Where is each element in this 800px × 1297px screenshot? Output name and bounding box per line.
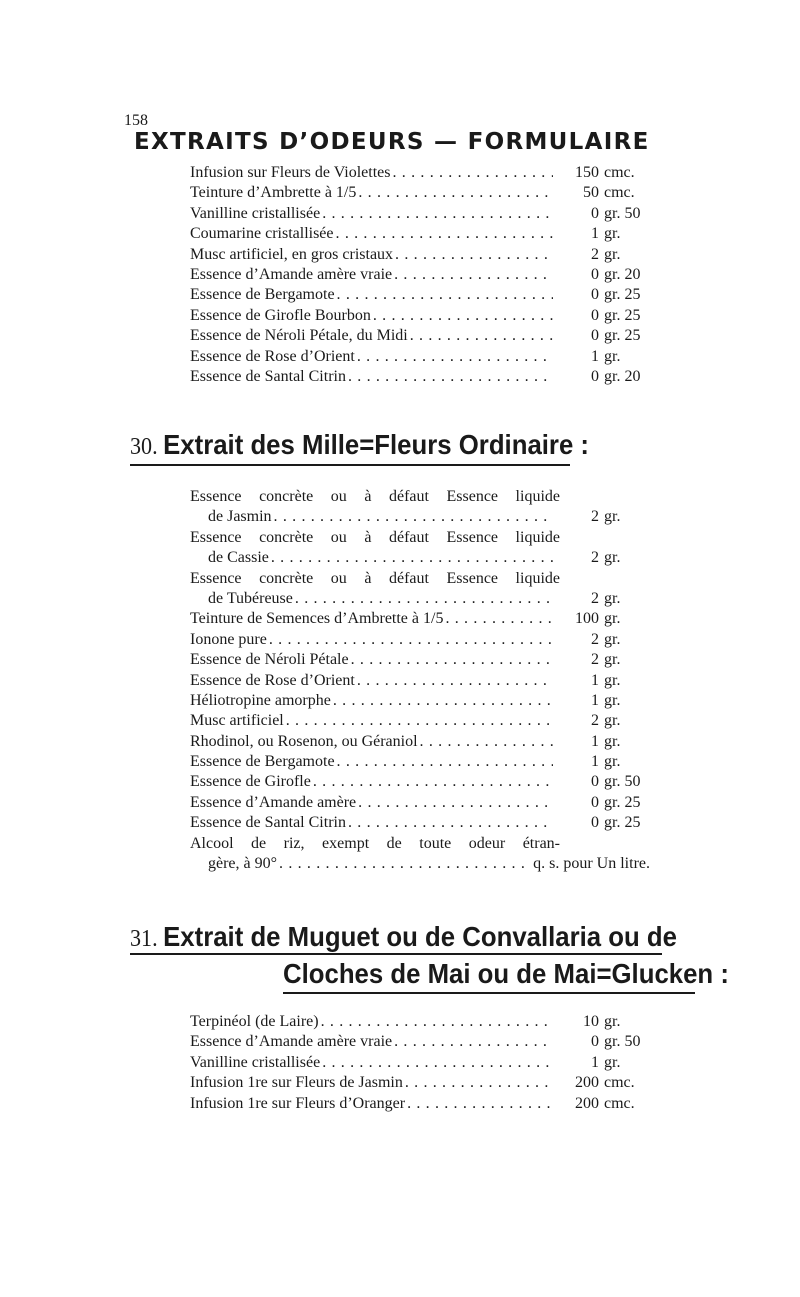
ingredient-name: Vanilline cristallisée (190, 1053, 321, 1071)
ingredient-row (190, 204, 650, 224)
leader-dots (335, 752, 553, 772)
ingredient-quantity: 2 gr. (591, 245, 621, 263)
leader-dots (346, 813, 553, 833)
leader-dots (356, 183, 553, 203)
ingredient-name: Essence de Bergamote (190, 753, 335, 771)
ingredient-name: Essence de Santal Citrin (190, 814, 346, 832)
leader-dots (320, 204, 553, 224)
ingredient-row (190, 609, 650, 629)
alcohol-row (190, 854, 650, 874)
leader-dots (269, 548, 553, 568)
ingredient-row (190, 163, 650, 183)
ingredient-first-line: Essence concrète ou à défaut Essence liquide (190, 488, 560, 505)
leader-dots (371, 306, 553, 326)
leader-dots (311, 772, 553, 792)
leader-dots (320, 1053, 553, 1073)
ingredient-row (190, 671, 650, 691)
ingredient-quantity: 10 gr. (583, 1013, 621, 1030)
ingredient-name: Essence de Rose d’Orient (190, 671, 355, 689)
leader-dots (355, 671, 553, 691)
ingredient-row (190, 183, 650, 203)
ingredient-quantity: 2 gr. (591, 508, 621, 526)
ingredient-quantity: 50 cmc. (583, 184, 635, 202)
ingredient-name: Essence de Néroli Pétale (190, 651, 349, 669)
ingredient-first-line: Essence concrète ou à défaut Essence liquide (190, 569, 560, 587)
leader-dots (405, 1094, 553, 1114)
ingredient-row (190, 326, 650, 346)
ingredient-quantity: 0 gr. 25 (591, 814, 641, 832)
leader-dots (331, 691, 553, 711)
formula-31-number: 31. (130, 926, 158, 952)
ingredient-quantity: 0 gr. 25 (591, 306, 641, 324)
ingredient-name: Coumarine cristallisée (190, 225, 334, 243)
ingredient-name: Teinture d’Ambrette à 1/5 (190, 184, 357, 202)
ingredient-name: Essence d’Amande amère vraie (190, 265, 393, 283)
running-head: EXTRAITS D’ODEURS — FORMULAIRE (134, 129, 650, 155)
ingredient-quantity: 1 gr. (591, 691, 621, 709)
ingredient-name: Infusion 1re sur Fleurs d’Oranger (190, 1094, 406, 1112)
ingredient-row (190, 1012, 650, 1032)
leader-dots (346, 367, 553, 387)
ingredient-row (190, 548, 650, 568)
ingredient-quantity: 2 gr. (591, 651, 621, 669)
formula-30-heading (130, 428, 589, 464)
formula-31-heading-line2: Cloches de Mai ou de Mai=Glucken : (283, 958, 729, 989)
leader-dots (391, 163, 554, 183)
ingredient-name: Essence de Girofle (190, 773, 311, 791)
leader-dots (393, 245, 553, 265)
ingredient-row (190, 265, 650, 285)
ingredient-name: de Jasmin (208, 508, 272, 526)
leader-dots (319, 1012, 553, 1032)
ingredient-name: Teinture de Semences d’Ambrette à 1/5 (190, 610, 444, 628)
ingredient-name: Musc artificiel (190, 712, 284, 730)
alcohol-first-line: Alcool de riz, exempt de toute odeur étran- (190, 834, 560, 852)
ingredient-row (190, 772, 650, 792)
ingredient-row (190, 245, 650, 265)
ingredient-row (190, 224, 650, 244)
ingredient-quantity: 1 gr. (591, 1053, 621, 1071)
ingredient-quantity: 1 gr. (591, 753, 621, 771)
ingredient-name: gère, à 90° (208, 855, 278, 873)
ingredient-name: Essence d’Amande amère (190, 793, 357, 811)
ingredient-row (190, 732, 650, 752)
formula-31-heading-rule-2 (283, 992, 695, 994)
ingredient-row (190, 306, 650, 326)
ingredient-name: Essence de Néroli Pétale, du Midi (190, 327, 408, 345)
ingredient-row (190, 650, 650, 670)
ingredient-quantity: 0 gr. 25 (591, 327, 641, 345)
leader-dots (277, 854, 529, 874)
ingredient-name: Infusion 1re sur Fleurs de Jasmin (190, 1074, 403, 1092)
leader-dots (355, 347, 553, 367)
ingredient-row (190, 630, 650, 650)
ingredient-row (190, 507, 650, 527)
ingredient-row (190, 1094, 650, 1114)
ingredient-name: de Tubéreuse (208, 589, 293, 607)
ingredient-name: Essence de Santal Citrin (190, 367, 346, 385)
ingredient-name: Ionone pure (190, 630, 267, 648)
leader-dots (418, 732, 553, 752)
formula-30-title: Extrait des Mille=Fleurs Ordinaire : (163, 429, 590, 460)
ingredient-quantity: 150 cmc. (575, 164, 635, 181)
leader-dots (408, 326, 553, 346)
ingredient-name: Essence de Girofle Bourbon (190, 306, 371, 324)
leader-dots (293, 589, 553, 609)
formula-31-heading-line1 (130, 920, 677, 956)
page-number: 158 (124, 112, 148, 129)
ingredient-quantity: 200 cmc. (575, 1074, 635, 1092)
formula-30-ingredients (190, 487, 650, 874)
ingredient-quantity: 2 gr. (591, 549, 621, 567)
leader-dots (403, 1073, 553, 1093)
ingredient-quantity: 0 gr. 20 (591, 367, 641, 385)
ingredient-name: Essence d’Amande amère vraie (190, 1033, 393, 1051)
ingredient-row (190, 285, 650, 305)
leader-dots (272, 507, 553, 527)
ingredient-row (190, 711, 650, 731)
ingredient-quantity: 2 gr. (591, 630, 621, 648)
ingredient-row (190, 1073, 650, 1093)
ingredient-row (190, 691, 650, 711)
ingredient-name: Essence de Bergamote (190, 286, 335, 304)
formula-31-title-line1: Extrait de Muguet ou de Convallaria ou de (163, 921, 677, 952)
ingredient-quantity: 1 gr. (591, 225, 621, 243)
ingredient-quantity: 0 gr. 20 (591, 265, 641, 283)
ingredient-row (190, 347, 650, 367)
leader-dots (392, 1032, 553, 1052)
ingredient-quantity: 0 gr. 25 (591, 286, 641, 304)
leader-dots (356, 793, 553, 813)
ingredient-quantity: 100 gr. (575, 610, 621, 628)
ingredient-row (190, 793, 650, 813)
leader-dots (335, 285, 553, 305)
formula-30-number: 30. (130, 434, 158, 460)
formula-31-ingredients (190, 1012, 650, 1114)
ingredient-quantity: 1 gr. (591, 732, 621, 750)
ingredient-name: de Cassie (208, 549, 269, 567)
leader-dots (349, 650, 553, 670)
ingredient-quantity: 200 cmc. (575, 1094, 635, 1112)
ingredient-name: Essence de Rose d’Orient (190, 347, 355, 365)
ingredient-name: Terpinéol (de Laire) (190, 1013, 319, 1030)
ingredient-name: Infusion sur Fleurs de Violettes (190, 164, 391, 181)
ingredient-quantity: 1 gr. (591, 347, 621, 365)
leader-dots (284, 711, 553, 731)
ingredient-quantity: 1 gr. (591, 671, 621, 689)
ingredient-quantity: 2 gr. (591, 712, 621, 730)
ingredient-name: Vanilline cristallisée (190, 204, 321, 222)
ingredient-row (190, 813, 650, 833)
ingredient-quantity: 0 gr. 50 (591, 204, 641, 222)
formula-29-ingredients (190, 163, 650, 387)
ingredient-quantity: 0 gr. 25 (591, 793, 641, 811)
ingredient-row (190, 752, 650, 772)
leader-dots (334, 224, 553, 244)
ingredient-first-line: Essence concrète ou à défaut Essence liquide (190, 528, 560, 546)
ingredient-quantity: q. s. pour Un litre. (533, 855, 650, 873)
leader-dots (443, 609, 553, 629)
ingredient-row (190, 589, 650, 609)
ingredient-row (190, 367, 650, 387)
ingredient-name: Rhodinol, ou Rosenon, ou Géraniol (190, 732, 418, 750)
ingredient-row (190, 1053, 650, 1073)
ingredient-name: Héliotropine amorphe (190, 691, 331, 709)
ingredient-name: Musc artificiel, en gros cristaux (190, 245, 394, 263)
leader-dots (267, 630, 553, 650)
ingredient-quantity: 0 gr. 50 (591, 1033, 641, 1051)
leader-dots (392, 265, 553, 285)
formula-31-heading-rule-1 (130, 953, 662, 955)
ingredient-row (190, 1032, 650, 1052)
ingredient-quantity: 0 gr. 50 (591, 773, 641, 791)
formula-30-heading-rule (130, 464, 570, 466)
ingredient-quantity: 2 gr. (591, 589, 621, 607)
